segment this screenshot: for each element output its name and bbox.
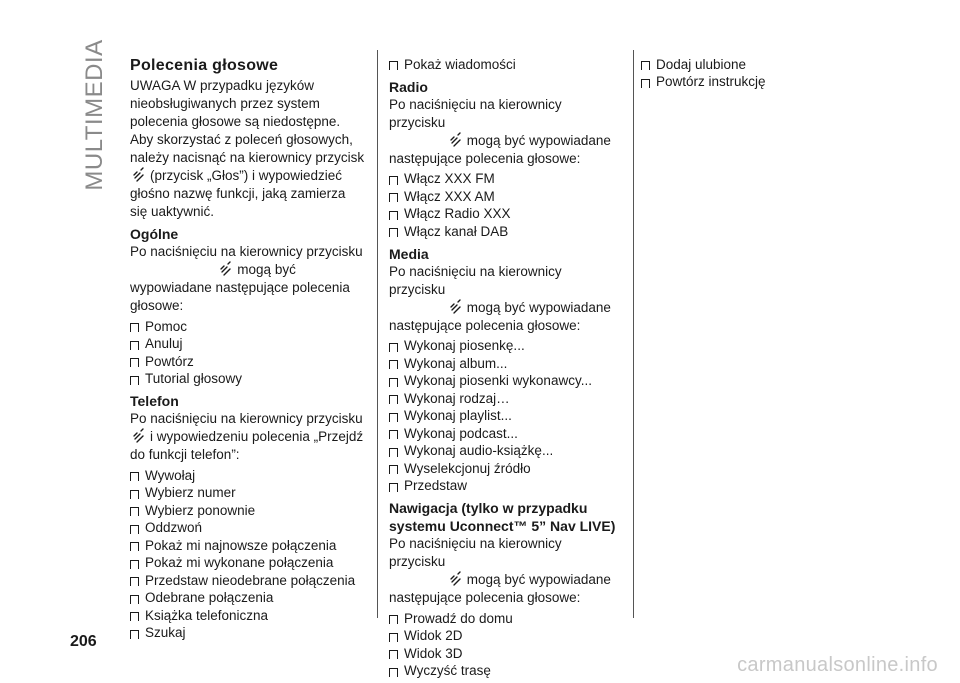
phone-text-a: Po naciśnięciu na kierownicy przycisku [130, 411, 363, 426]
bullet-icon [130, 490, 139, 499]
bullet-icon [130, 595, 139, 604]
list-item [389, 408, 619, 426]
page-number: 206 [70, 633, 97, 650]
list-item [389, 610, 619, 628]
bullet-icon [389, 615, 398, 624]
column-2 [389, 56, 619, 680]
list-item-label: Szukaj [145, 625, 186, 641]
voice-button-icon [219, 261, 233, 277]
list-item-label: Pokaż wiadomości [404, 56, 516, 72]
phone-commands-list [130, 467, 365, 642]
list-item-label: Powtórz instrukcję [656, 74, 766, 90]
media-text [389, 263, 619, 335]
favorites-commands-list [641, 56, 871, 91]
section-heading-media: Media [389, 245, 429, 262]
list-item-label: Włącz Radio XXX [404, 206, 511, 222]
list-item [641, 74, 871, 92]
bullet-icon [641, 61, 650, 70]
message-commands-list [389, 56, 619, 74]
phone-text-b: i wypowiedzeniu polecenia „Przejdź do funkcji telefon”: [130, 429, 364, 462]
bullet-icon [130, 525, 139, 534]
bullet-icon [389, 483, 398, 492]
voice-button-icon [132, 167, 146, 183]
column-divider [377, 50, 378, 618]
bullet-icon [389, 668, 398, 677]
list-item-label: Tutorial głosowy [145, 371, 243, 387]
list-item-label: Odebrane połączenia [145, 590, 274, 606]
general-text-a: Po naciśnięciu na kierownicy przycisku [130, 244, 363, 259]
bullet-icon [389, 413, 398, 422]
list-item [389, 56, 619, 74]
bullet-icon [389, 448, 398, 457]
list-item [389, 645, 619, 663]
list-item [130, 590, 365, 608]
section-heading-phone: Telefon [130, 393, 179, 409]
bullet-icon [130, 577, 139, 586]
list-item [389, 663, 619, 681]
list-item [130, 607, 365, 625]
list-item [130, 555, 365, 573]
bullet-icon [389, 343, 398, 352]
list-item-label: Wywołaj [145, 467, 196, 483]
list-item-label: Włącz XXX AM [404, 188, 495, 204]
list-item-label: Włącz kanał DAB [404, 223, 509, 239]
list-item-label: Wybierz numer [145, 485, 236, 501]
bullet-icon [641, 79, 650, 88]
page-title: Polecenia głosowe [130, 57, 279, 74]
list-item-label: Pokaż mi wykonane połączenia [145, 555, 334, 571]
list-item [130, 572, 365, 590]
bullet-icon [130, 507, 139, 516]
list-item-label: Wykonaj album... [404, 355, 508, 371]
list-item-label: Wyselekcjonuj źródło [404, 460, 531, 476]
list-item-label: Pokaż mi najnowsze połączenia [145, 537, 337, 553]
bullet-icon [389, 378, 398, 387]
list-item [389, 443, 619, 461]
bullet-icon [389, 633, 398, 642]
list-item [130, 371, 365, 389]
section-tab-label: MULTIMEDIA [81, 39, 108, 191]
column-1 [130, 56, 365, 642]
list-item-label: Wykonaj audio-książkę... [404, 443, 554, 459]
bullet-icon [130, 630, 139, 639]
intro-text-b: (przycisk „Głos”) i wypowiedzieć głośno nazwę funkcji, jaką zamierza się uaktywnić. [130, 168, 346, 219]
list-item-label: Widok 2D [404, 628, 463, 644]
intro-text [130, 77, 365, 167]
bullet-icon [389, 193, 398, 202]
list-item-label: Oddzwoń [145, 520, 203, 536]
radio-text-b: mogą być wypowiadane następujące polecenia głosowe: [389, 132, 611, 166]
list-item [130, 336, 365, 354]
list-item-label: Wykonaj rodzaj… [404, 390, 510, 406]
column-divider [633, 50, 634, 618]
general-text-b: mogą być wypowiadane następujące polecenia głosowe: [130, 262, 350, 313]
bullet-icon [389, 650, 398, 659]
list-item-label: Dodaj ulubione [656, 56, 747, 72]
radio-commands-list [389, 171, 619, 241]
navigation-commands-list [389, 610, 619, 680]
bullet-icon [130, 560, 139, 569]
bullet-icon [130, 542, 139, 551]
list-item [389, 355, 619, 373]
watermark: carmanualsonline.info [737, 654, 938, 676]
list-item [389, 338, 619, 356]
list-item [130, 467, 365, 485]
list-item [130, 318, 365, 336]
list-item [130, 537, 365, 555]
general-text [130, 243, 365, 315]
bullet-icon [389, 430, 398, 439]
voice-button-icon [132, 428, 146, 444]
radio-text-a: Po naciśnięciu na kierownicy przycisku [389, 96, 562, 130]
phone-text [130, 410, 365, 464]
list-item [389, 460, 619, 478]
list-item [389, 390, 619, 408]
media-commands-list [389, 338, 619, 496]
list-item-label: Pomoc [145, 318, 188, 334]
intro-text-a: UWAGA W przypadku języków nieobsługiwanych przez system polecenia głosowe są niedostępne. Aby skorzystać z poleceń głosowych, należy nacisnąć na kierownicy przycisk [130, 78, 365, 165]
list-item [130, 353, 365, 371]
bullet-icon [130, 358, 139, 367]
bullet-icon [130, 612, 139, 621]
list-item [130, 485, 365, 503]
list-item-label: Książka telefoniczna [145, 607, 269, 623]
section-tab [80, 40, 110, 190]
list-item-label: Wykonaj podcast... [404, 425, 518, 441]
bullet-icon [389, 61, 398, 70]
list-item [130, 502, 365, 520]
list-item-label: Widok 3D [404, 645, 463, 661]
list-item [389, 373, 619, 391]
list-item [389, 206, 619, 224]
list-item-label: Wykonaj piosenkę... [404, 338, 525, 354]
voice-button-icon [449, 132, 463, 148]
list-item [130, 625, 365, 643]
media-text-b: mogą być wypowiadane następujące polecenia głosowe: [389, 299, 611, 333]
list-item-label: Prowadź do domu [404, 610, 513, 626]
list-item [389, 171, 619, 189]
list-item-label: Anuluj [145, 336, 183, 352]
navigation-text [389, 535, 619, 607]
list-item [130, 520, 365, 538]
list-item-label: Przedstaw [404, 478, 468, 494]
list-item-label: Przedstaw nieodebrane połączenia [145, 572, 356, 588]
section-heading-navigation: Nawigacja (tylko w przypadku systemu Uconnect™ 5” Nav LIVE) [389, 500, 616, 534]
list-item-label: Wyczyść trasę [404, 663, 491, 679]
bullet-icon [130, 472, 139, 481]
list-item [389, 425, 619, 443]
list-item [389, 628, 619, 646]
general-commands-list [130, 318, 365, 388]
bullet-icon [389, 228, 398, 237]
list-item-label: Powtórz [145, 353, 194, 369]
list-item-label: Wybierz ponownie [145, 502, 256, 518]
list-item-label: Włącz XXX FM [404, 171, 495, 187]
list-item-label: Wykonaj piosenki wykonawcy... [404, 373, 592, 389]
navigation-text-b: mogą być wypowiadane następujące polecenia głosowe: [389, 572, 611, 605]
list-item-label: Wykonaj playlist... [404, 408, 512, 424]
bullet-icon [389, 360, 398, 369]
bullet-icon [389, 395, 398, 404]
intro-text-cont [130, 167, 365, 221]
list-item [389, 478, 619, 496]
bullet-icon [130, 323, 139, 332]
list-item [389, 188, 619, 206]
navigation-text-a: Po naciśnięciu na kierownicy przycisku [389, 536, 562, 569]
bullet-icon [130, 376, 139, 385]
radio-text [389, 96, 619, 168]
media-text-a: Po naciśnięciu na kierownicy przycisku [389, 263, 562, 297]
bullet-icon [389, 176, 398, 185]
voice-button-icon [449, 571, 463, 587]
voice-button-icon [449, 299, 463, 315]
bullet-icon [130, 341, 139, 350]
section-heading-general: Ogólne [130, 226, 179, 242]
bullet-icon [389, 211, 398, 220]
column-3 [641, 56, 871, 91]
list-item [641, 56, 871, 74]
list-item [389, 223, 619, 241]
section-heading-radio: Radio [389, 78, 428, 95]
bullet-icon [389, 465, 398, 474]
